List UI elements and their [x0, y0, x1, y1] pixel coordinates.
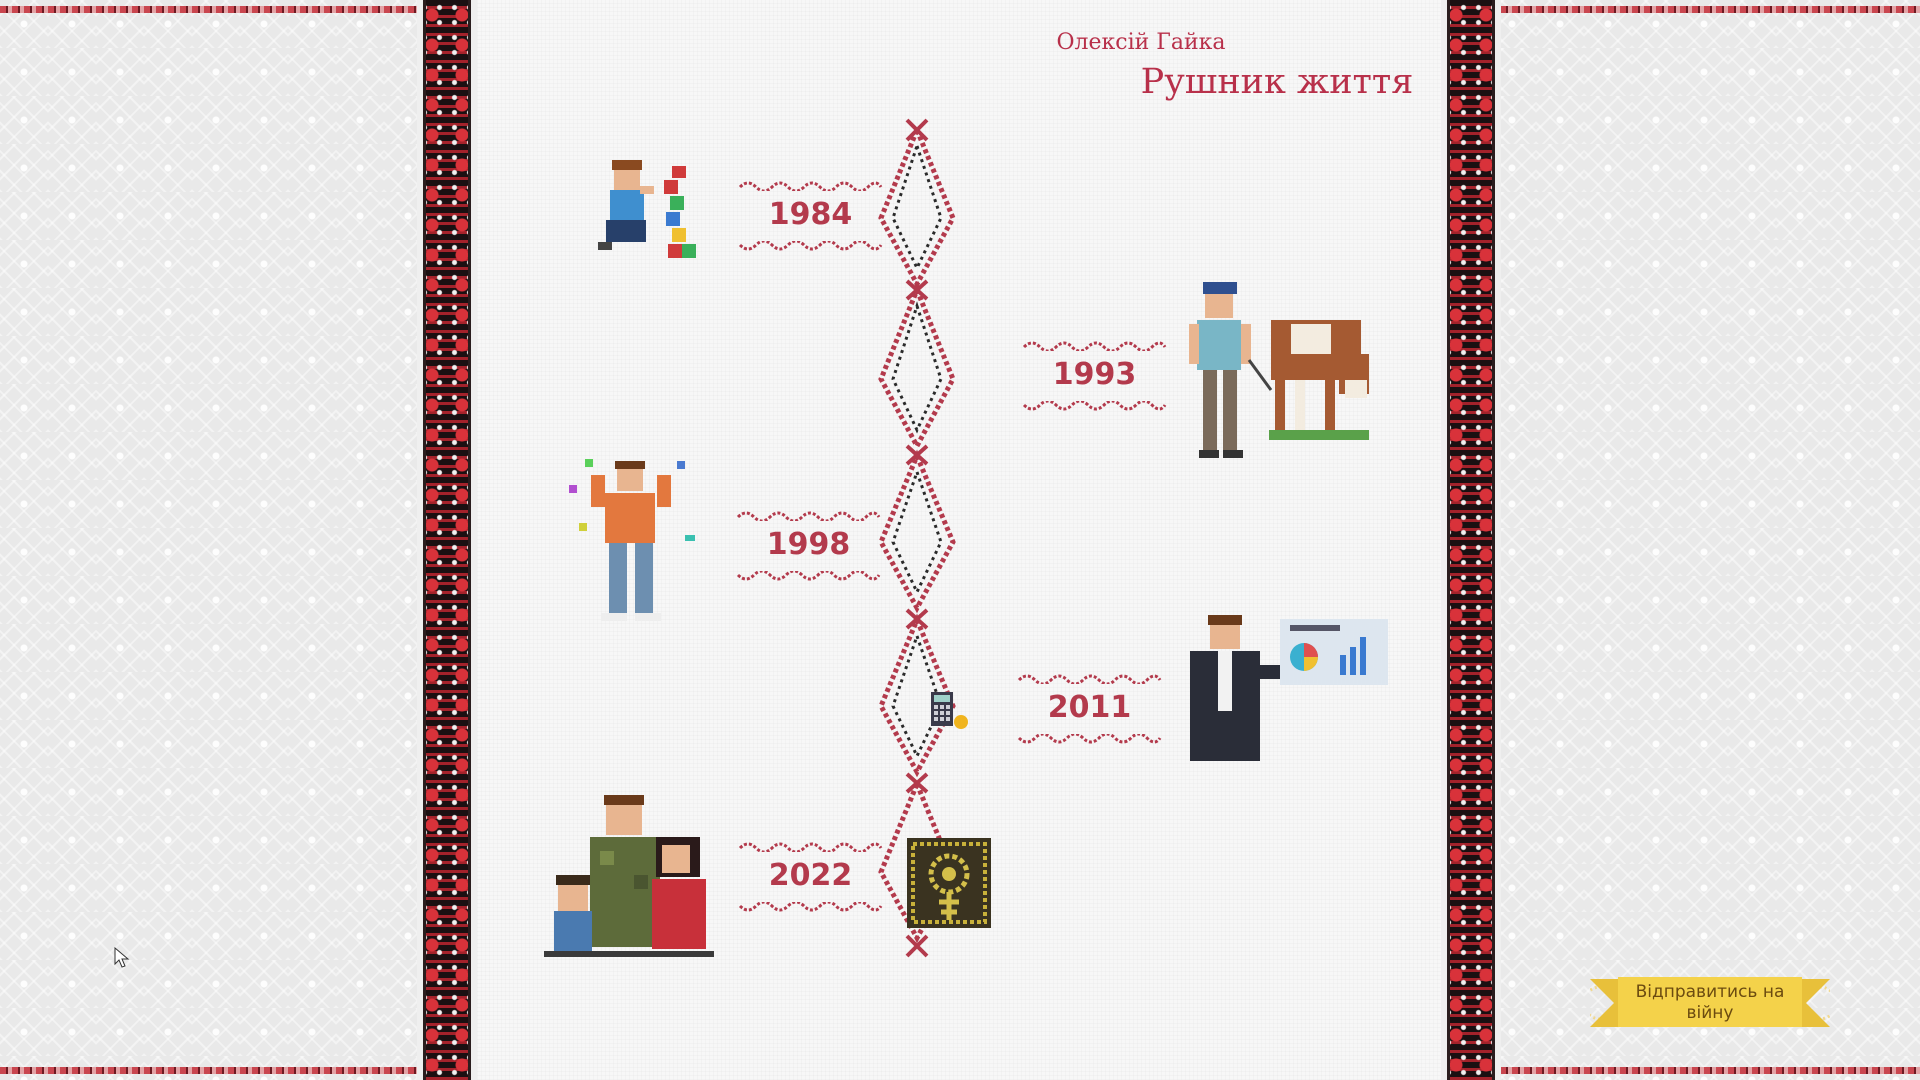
year-label-2011 [1017, 668, 1162, 748]
year-number: 1993 [1052, 357, 1137, 392]
year-ornament-bottom [738, 241, 883, 253]
year-number: 1998 [766, 527, 851, 562]
year-ornament-bottom [736, 571, 881, 583]
go-to-war-label: Відправитись на війну [1635, 982, 1785, 1023]
man-presenting-chart-picture[interactable] [1180, 615, 1390, 785]
towel-canvas [477, 0, 1441, 1080]
dancing-man-picture[interactable] [565, 455, 705, 635]
boy-with-cow-picture[interactable] [1179, 280, 1379, 470]
soldier-with-family-picture[interactable] [544, 795, 714, 960]
year-label-2022 [738, 836, 883, 916]
year-label-1984 [738, 175, 883, 255]
year-number: 1984 [768, 197, 853, 232]
mouse-cursor-icon [114, 947, 130, 969]
year-ornament-top [1017, 672, 1162, 684]
go-to-war-button[interactable] [1590, 975, 1830, 1033]
page-title: Рушник життя [1140, 62, 1414, 102]
child-building-blocks-picture[interactable] [592, 158, 702, 264]
year-label-1998 [736, 505, 881, 585]
year-ornament-top [1022, 339, 1167, 351]
author-name: Олексій Гайка [1056, 30, 1226, 55]
year-ornament-bottom [1017, 734, 1162, 746]
year-number: 2011 [1047, 690, 1132, 725]
right-embroidered-border [1441, 0, 1501, 1080]
year-ornament-bottom [738, 902, 883, 914]
year-ornament-top [738, 179, 883, 191]
year-ornament-top [736, 509, 881, 521]
embroidered-badge-icon [901, 834, 997, 932]
year-ornament-top [738, 840, 883, 852]
left-embroidered-border [417, 0, 477, 1080]
year-label-1993 [1022, 335, 1167, 415]
year-ornament-bottom [1022, 401, 1167, 413]
calculator-icon [925, 688, 973, 736]
year-number: 2022 [768, 858, 853, 893]
